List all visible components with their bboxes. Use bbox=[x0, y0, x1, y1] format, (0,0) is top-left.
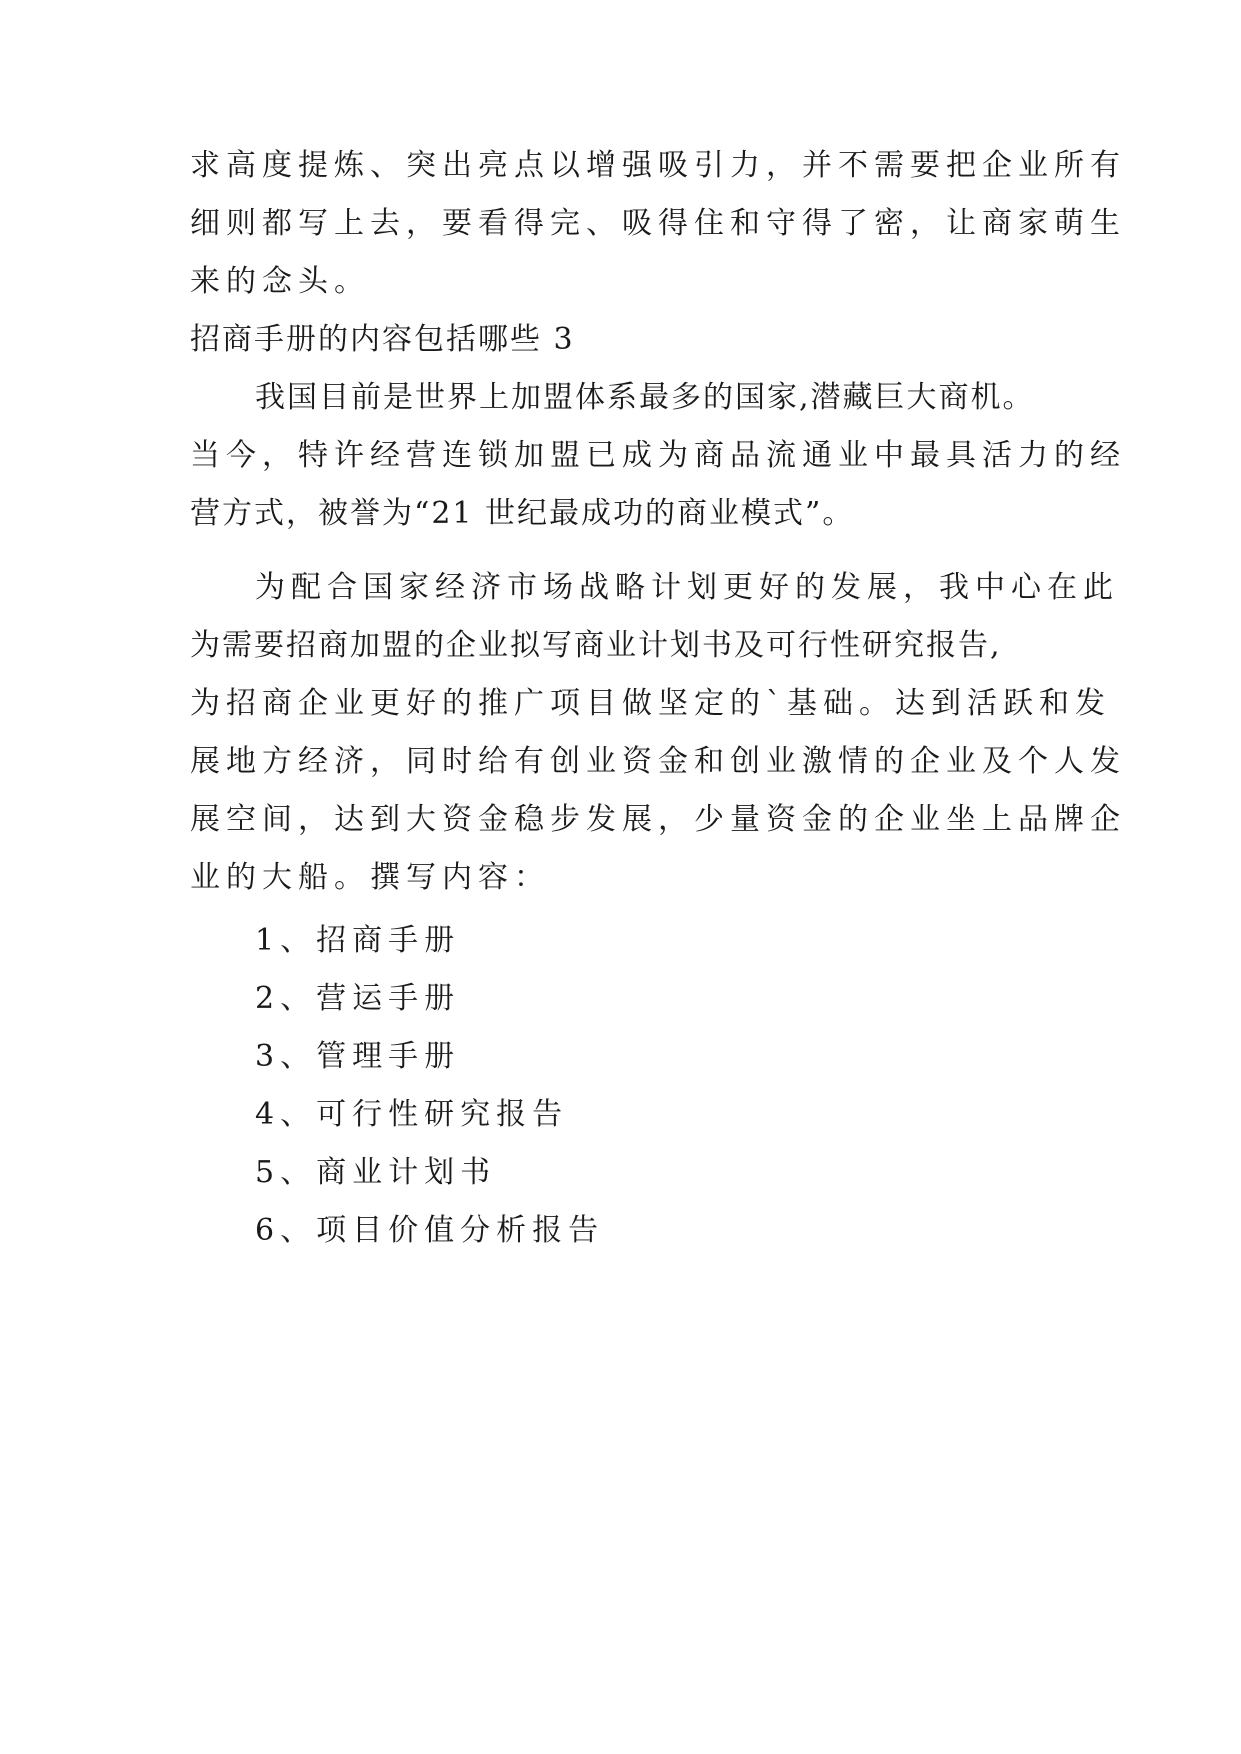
paragraph-line: 为招商企业更好的推广项目做坚定的`基础。达到活跃和发 bbox=[190, 686, 1111, 721]
paragraph-line: 求高度提炼、突出亮点以增强吸引力，并不需要把企业所有 bbox=[190, 148, 1126, 183]
paragraph-line: 营方式，被誉为“21 世纪最成功的商业模式”。 bbox=[190, 496, 855, 531]
paragraph-line: 展地方经济，同时给有创业资金和创业激情的企业及个人发 bbox=[190, 744, 1126, 779]
list-item: 1、招商手册 bbox=[255, 923, 461, 958]
paragraph-line: 来的念头。 bbox=[190, 264, 370, 299]
paragraph-line: 为配合国家经济市场战略计划更好的发展，我中心在此 bbox=[255, 570, 1119, 605]
section-heading: 招商手册的内容包括哪些 3 bbox=[190, 322, 575, 357]
list-item: 5、商业计划书 bbox=[255, 1155, 497, 1190]
paragraph-line: 当今，特许经营连锁加盟已成为商品流通业中最具活力的经 bbox=[190, 438, 1126, 473]
list-item: 2、营运手册 bbox=[255, 981, 461, 1016]
list-item: 6、项目价值分析报告 bbox=[255, 1213, 605, 1248]
paragraph-line: 展空间，达到大资金稳步发展，少量资金的企业坐上品牌企 bbox=[190, 802, 1126, 837]
list-item: 3、管理手册 bbox=[255, 1039, 461, 1074]
paragraph-line: 业的大船。撰写内容： bbox=[190, 860, 550, 895]
paragraph-line: 为需要招商加盟的企业拟写商业计划书及可行性研究报告, bbox=[190, 628, 1002, 663]
paragraph-line: 我国目前是世界上加盟体系最多的国家,潜藏巨大商机。 bbox=[255, 380, 1035, 415]
list-item: 4、可行性研究报告 bbox=[255, 1097, 569, 1132]
paragraph-line: 细则都写上去，要看得完、吸得住和守得了密，让商家萌生 bbox=[190, 206, 1126, 241]
